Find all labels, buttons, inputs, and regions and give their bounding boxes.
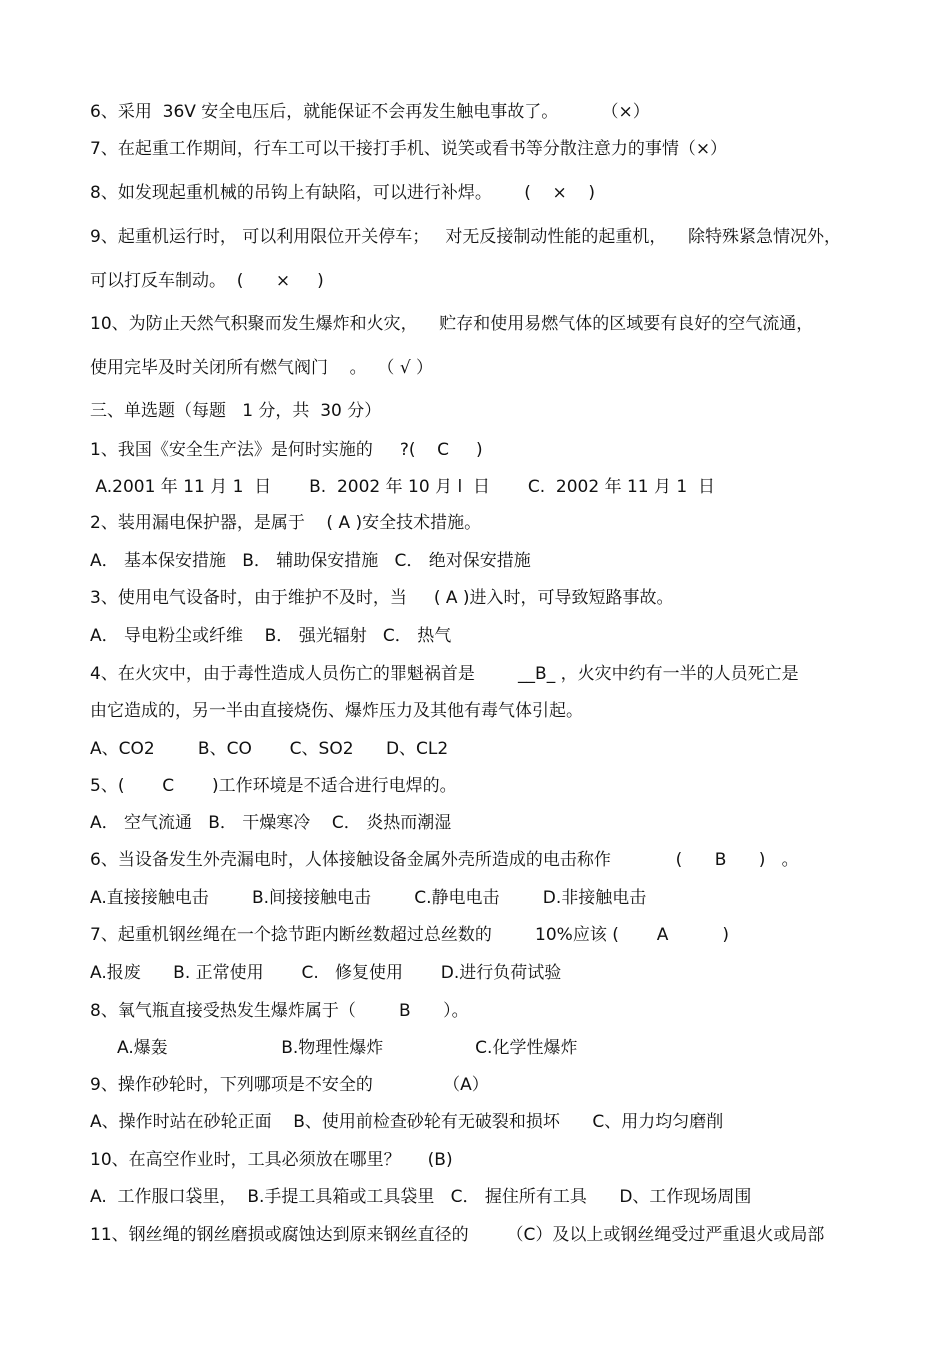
mc-question-6-options: A.直接接触电击 B.间接接触电击 C.静电电击 D.非接触电击 — [90, 888, 647, 908]
mc-question-3-options: A． 导电粉尘或纤维 B． 强光辐射 C． 热气 — [90, 626, 452, 646]
tf-question-6: 6、采用 36V 安全电压后，就能保证不会再发生触电事故了。 （×） — [90, 102, 650, 122]
section-title: 三、单选题（每题 1 分，共 30 分） — [90, 401, 382, 421]
mc-question-9-options: A、操作时站在砂轮正面 B、使用前检查砂轮有无破裂和损坏 C、用力均匀磨削 — [90, 1112, 724, 1132]
mc-question-1-options: A.2001 年 11 月 1 日 B. 2002 年 10 月 l 日 C. 2002 年 11 月 1 日 — [90, 477, 716, 497]
tf-question-9-line-2: 可以打反车制动。 ( × ) — [90, 271, 324, 291]
tf-question-9-line-1: 9、起重机运行时， 可以利用限位开关停车； 对无反接制动性能的起重机， 除特殊紧急情况外， — [90, 227, 842, 247]
mc-question-6: 6、当设备发生外壳漏电时，人体接触设备金属外壳所造成的电击称作 ( B ) 。 — [90, 850, 799, 870]
mc-question-8-options: A.爆轰 B.物理性爆炸 C.化学性爆炸 — [90, 1038, 578, 1058]
mc-question-5: 5、( C )工作环境是不适合进行电焊的。 — [90, 776, 457, 796]
mc-question-4-line-2: 由它造成的，另一半由直接烧伤、爆炸压力及其他有毒气体引起。 — [90, 701, 583, 721]
mc-question-7-options: A.报废 B. 正常使用 C. 修复使用 D.进行负荷试验 — [90, 963, 562, 983]
tf-question-7: 7、在起重工作期间，行车工可以干接打手机、说笑或看书等分散注意力的事情（×） — [90, 139, 728, 159]
mc-question-4-line-1: 4、在火灾中，由于毒性造成人员伤亡的罪魁祸首是 __B_ ，火灾中约有一半的人员死亡是 — [90, 664, 799, 684]
mc-question-7: 7、起重机钢丝绳在一个捻节距内断丝数超过总丝数的 10%应该 ( A ) — [90, 925, 729, 945]
mc-question-3: 3、使用电气设备时，由于维护不及时，当 ( A )进入时，可导致短路事故。 — [90, 588, 674, 608]
mc-question-4-options: A、CO2 B、CO C、SO2 D、CL2 — [90, 739, 449, 759]
tf-question-10-line-2: 使用完毕及时关闭所有燃气阀门 。 （ √ ） — [90, 358, 434, 378]
mc-question-9: 9、操作砂轮时，下列哪项是不安全的 （A） — [90, 1075, 489, 1095]
mc-question-2: 2、装用漏电保护器，是属于 ( A )安全技术措施。 — [90, 513, 482, 533]
tf-question-10-line-1: 10、为防止天然气积聚而发生爆炸和火灾， 贮存和使用易燃气体的区域要有良好的空气流通， — [90, 314, 814, 334]
mc-question-5-options: A． 空气流通 B． 干燥寒冷 C． 炎热而潮湿 — [90, 813, 452, 833]
mc-question-1: 1、我国《安全生产法》是何时实施的 ?( C ) — [90, 440, 483, 460]
tf-question-8: 8、如发现起重机械的吊钩上有缺陷，可以进行补焊。 ( × ) — [90, 183, 595, 203]
mc-question-11: 11、钢丝绳的钢丝磨损或腐蚀达到原来钢丝直径的 （C）及以上或钢丝绳受过严重退火或局部 — [90, 1225, 825, 1245]
mc-question-10-options: A. 工作服口袋里， B.手提工具箱或工具袋里 C． 握住所有工具 D、工作现场周围 — [90, 1187, 752, 1207]
mc-question-10: 10、在高空作业时，工具必须放在哪里？ (B) — [90, 1150, 453, 1170]
mc-question-2-options: A． 基本保安措施 B． 辅助保安措施 C． 绝对保安措施 — [90, 551, 531, 571]
mc-question-8: 8、氧气瓶直接受热发生爆炸属于（ B ）。 — [90, 1001, 469, 1021]
